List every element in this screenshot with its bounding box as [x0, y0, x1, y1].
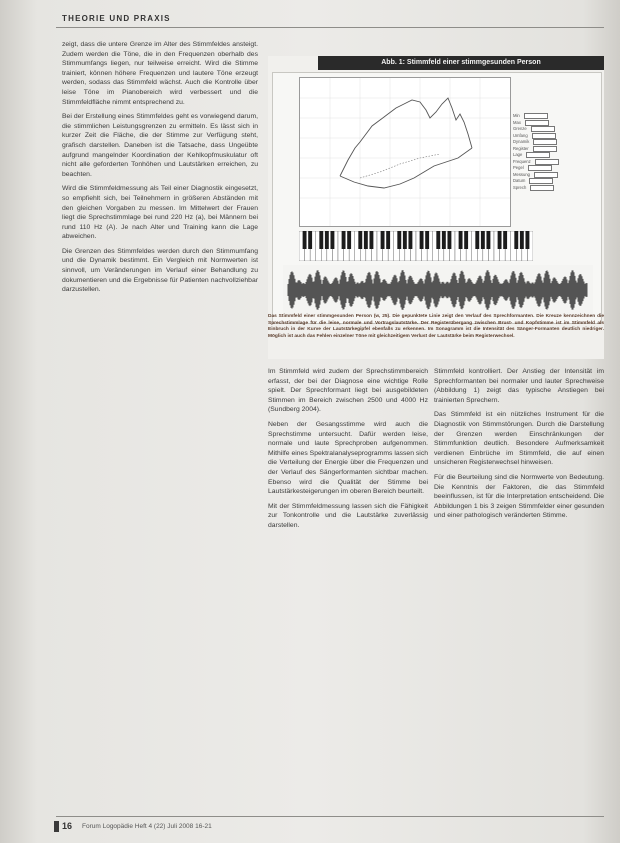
panel-row: Sprech: [513, 185, 597, 192]
paragraph: Stimmfeld kontrolliert. Der Anstieg der Intensität im Sprechformanten bei normaler und lauter Sprechweise (Abbildung 1) zeigt das typische Anstiegen bei trainierten Sprechern.: [434, 368, 604, 404]
black-key: [503, 231, 507, 249]
paragraph: Im Stimmfeld wird zudem der Sprechstimmbereich erfasst, der bei der Diagnose eine wichtige Rolle spielt. Der Sprechformant liegt bei ausgebildeten Stimmen im Bereich zwischen 2500 und 4000 Hz (Sundberg 2004).: [268, 368, 428, 414]
black-key: [303, 231, 307, 249]
black-key: [525, 231, 529, 249]
panel-row: Register: [513, 146, 597, 153]
paragraph: Wird die Stimmfeldmessung als Teil einer Diagnostik eingesetzt, so empfiehlt sich, bei Teilnehmern in größeren Abständen mit den gleichen Vorgaben zu messen. Im Mittelwert der Frauen liegt die Sprechstimmlage bei rund 220 Hz (a), bei Männern bei rund 110 Hz (A). Je nach Alter und Training kann die Lage abweichen.: [62, 185, 258, 241]
black-key: [342, 231, 346, 249]
black-key: [347, 231, 351, 249]
measurement-panel: [513, 113, 597, 223]
panel-row: Pegel: [513, 165, 597, 172]
panel-row: Datum: [513, 178, 597, 185]
stimmfeld-plot: [299, 77, 511, 227]
black-key: [425, 231, 429, 249]
header-rule: [56, 27, 604, 28]
figure-caption: Das Stimmfeld einer stimmgesunden Person (w, 25). Die gepunktete Linie zeigt den Verlauf des Sprechformanten. Die Kreuze kennzeichnen die Sprechstimmlage für die leise, normale und Vortragslautstärke. Der Registerübergang zwischen Brust- und Kopfstimme ist im Stimmfeld als Einbruch in der Kurve der Lautstärkegipfel ebenfalls zu erkennen. Im Sonagramm ist die Intensität des Sänger-Formanten deutlich niedriger. Möglich ist auch das Fehlen einzelner Töne mit gleichzeitigem Verlust der Lautstärke beim Registerwechsel.: [268, 314, 604, 339]
panel-row: Max: [513, 120, 597, 127]
software-screenshot: [272, 72, 602, 324]
black-key: [442, 231, 446, 249]
paragraph: Bei der Erstellung eines Stimmfeldes geht es vorwiegend darum, die stimmlichen Leistungsgrenzen zu ermitteln. Es lässt sich in kurzer Zeit die Fläche, die der Stimme zur Verfügung steht, grafisch darstellen. Daneben ist die Tatsache, dass Ungeübte aufgrund mangelnder Koordination der Kehlkopfmuskulatur oft nicht alle geforderten Tonhöhen und Lautstärken erreichen, zu beachten.: [62, 113, 258, 178]
black-key: [408, 231, 412, 249]
panel-row: Dynamik: [513, 139, 597, 146]
piano-keyboard: [299, 231, 533, 261]
black-key: [459, 231, 463, 249]
black-key: [358, 231, 362, 249]
panel-row: Messung: [513, 172, 597, 179]
page-number: 16: [62, 821, 73, 831]
paragraph: Neben der Gesangsstimme wird auch die Sprechstimme untersucht. Dafür werden leise, normale und laute Sprechproben aufgenommen. Mithilfe eines Spektralanalyseprogramms lassen sich die Verteilung der Energie über die Frequenzen und der Verlauf des Sängerformanten sichtbar machen. Ebenso wird die Qualität der Stimme bei Lautstärkesteigerungen im oberen Bereich beurteilt.: [268, 420, 428, 496]
black-key: [397, 231, 401, 249]
black-key: [514, 231, 518, 249]
panel-row: Grenze: [513, 126, 597, 133]
black-key: [364, 231, 368, 249]
footer-rule: [56, 816, 604, 817]
footer-source: Forum Logopädie Heft 4 (22) Juli 2008 16-21: [82, 823, 212, 830]
panel-row: Min: [513, 113, 597, 120]
black-key: [486, 231, 490, 249]
black-key: [369, 231, 373, 249]
black-key: [498, 231, 502, 249]
paragraph: Für die Beurteilung sind die Normwerte von Bedeutung. Die Kenntnis der Faktoren, die das Stimmfeld beeinflussen, ist für die Interpretation entscheidend. Die Abbildungen 1 bis 3 zeigen Stimmfelder einer gesunden und einer pathologisch veränderten Stimme.: [434, 473, 604, 520]
black-key: [386, 231, 390, 249]
black-key: [330, 231, 334, 249]
text-column-3: [434, 367, 604, 812]
black-key: [436, 231, 440, 249]
black-key: [481, 231, 485, 249]
black-key: [325, 231, 329, 249]
black-key: [319, 231, 323, 249]
black-key: [403, 231, 407, 249]
black-key: [308, 231, 312, 249]
paragraph: Mit der Stimmfeldmessung lassen sich die Fähigkeit zur Tonkontrolle und die Lautstärke zuverlässig darstellen.: [268, 502, 428, 529]
figure-voice-range-profile: [268, 56, 604, 359]
paragraph: Die Grenzen des Stimmfeldes werden durch den Stimmumfang und die Dynamik bestimmt. Ein Vergleich mit Normwerten ist sinnvoll, um Veränderungen im Verlauf einer Behandlung zu dokumentieren und die Ergebnisse für Patienten nachvollziehbar darzustellen.: [62, 247, 258, 294]
black-key: [447, 231, 451, 249]
black-key: [420, 231, 424, 249]
paragraph: Das Stimmfeld ist ein nützliches Instrument für die Diagnostik von Stimmstörungen. Durch die Darstellung der Grenzen werden Einschränkungen der Stimmfunktion deutlich. Besondere Aufmerksamkeit verdienen Einbrüche im Stimmfeld, die auf einen unsicheren Registerwechsel hinweisen.: [434, 411, 604, 467]
black-key: [520, 231, 524, 249]
panel-row: Umfang: [513, 133, 597, 140]
black-key: [381, 231, 385, 249]
speech-formant-line: [360, 154, 440, 178]
text-column-2: [268, 367, 428, 812]
page-marker: [54, 821, 59, 832]
black-key: [475, 231, 479, 249]
panel-row: Lage: [513, 152, 597, 159]
paragraph: zeigt, dass die untere Grenze im Alter des Stimmfeldes ansteigt. Zudem werden die Töne, die in den Frequenzen oberhalb des Stimmumfangs liegen, nur teilweise erreicht. Wird die Stimme trainiert, können höhere Frequenzen und lautere Töne erzeugt werden, sodass das Stimmfeld wächst. Auch die Kontrolle über leise Töne im Pianobereich wird verbessert und die Stimmfeldfläche nimmt entsprechend zu.: [62, 41, 258, 106]
waveform-sonagram: [283, 265, 593, 315]
text-column-1: [62, 40, 258, 810]
panel-row: Frequenz: [513, 159, 597, 166]
figure-title: Abb. 1: Stimmfeld einer stimmgesunden Person: [318, 56, 604, 70]
black-key: [464, 231, 468, 249]
section-header: THEORIE UND PRAXIS: [62, 14, 171, 23]
